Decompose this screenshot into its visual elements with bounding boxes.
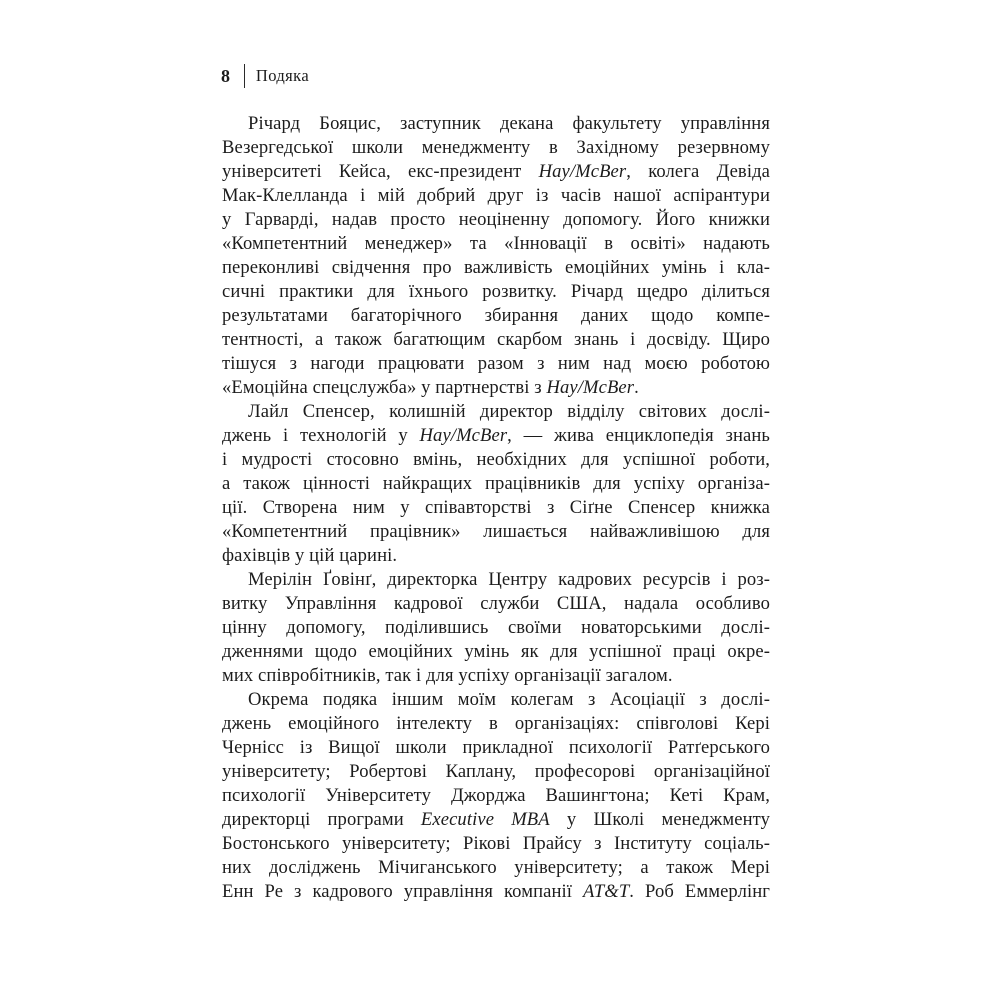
text-line: дженнями щодо емоційних умінь як для успішної праці окре- [222, 641, 770, 662]
header-divider [244, 64, 245, 88]
text-line: Річард Бояцис, заступник декана факультету управління [248, 113, 770, 134]
text-line: них досліджень Мічиганського університету; а також Мері [222, 857, 770, 878]
text-line: тентності, а також багатющим скарбом знань і досвіду. Щиро [222, 329, 770, 350]
text-line: Лайл Спенсер, колишній директор відділу світових дослі- [248, 401, 770, 422]
header-title: Подяка [255, 66, 310, 85]
text-line: тішуся з нагоди працювати разом з ним над моєю роботою [222, 353, 770, 374]
text-line: університеті Кейса, екс-президент Hay/McBer, колега Девіда [222, 161, 770, 182]
page-number: 8 [221, 65, 231, 86]
text-line: «Емоційна спецслужба» у партнерстві з Hay/McBer. [222, 377, 639, 398]
text-line: переконливі свідчення про важливість емоційних умінь і кла- [222, 257, 770, 278]
text-line: джень емоційного інтелекту в організаціях: співголові Кері [222, 713, 770, 734]
text-line: Енн Ре з кадрового управління компанії AT&T. Роб Еммерлінг [222, 881, 770, 902]
text-line: витку Управління кадрової служби США, надала особливо [222, 593, 770, 614]
text-line: університету; Робертові Каплану, професорові організаційної [222, 761, 770, 782]
text-line: ції. Створена ним у співавторстві з Сіґне Спенсер книжка [222, 497, 770, 518]
text-line: сичні практики для їхнього розвитку. Річард щедро ділиться [222, 281, 770, 302]
text-line: директорці програми Executive MBA у Школі менеджменту [222, 809, 770, 830]
text-line: а також цінності найкращих працівників для успіху організа- [222, 473, 770, 494]
text-line: «Компетентний менеджер» та «Інновації в освіті» надають [222, 233, 770, 254]
text-line: результатами багаторічного збирання даних щодо компе- [222, 305, 770, 326]
text-line: і мудрості стосовно вмінь, необхідних для успішної роботи, [222, 449, 770, 470]
paragraph [222, 568, 770, 688]
text-line: Окрема подяка іншим моїм колегам з Асоціації з дослі- [248, 689, 770, 710]
page-body [222, 112, 770, 904]
text-line: мих співробітників, так і для успіху організації загалом. [222, 665, 673, 686]
text-line: фахівців у цій царині. [222, 545, 398, 566]
text-line: цінну допомогу, поділившись своїми новаторськими дослі- [222, 617, 770, 638]
paragraph [222, 400, 770, 568]
text-line: Мерілін Ґовінґ, директорка Центру кадрових ресурсів і роз- [248, 569, 770, 590]
text-line: «Компетентний працівник» лишається найважливішою для [222, 521, 770, 542]
paragraph [222, 688, 770, 904]
text-line: джень і технологій у Hay/McBer, — жива енциклопедія знань [222, 425, 770, 446]
text-line: у Гарварді, надав просто неоціненну допомогу. Його книжки [222, 209, 770, 230]
paragraph [222, 112, 770, 400]
running-header [221, 63, 309, 89]
text-line: Мак-Клелланда і мій добрий друг із часів нашої аспірантури [222, 185, 770, 206]
text-line: Чернісс із Вищої школи прикладної психології Ратґерського [222, 737, 770, 758]
text-line: психології Університету Джорджа Вашингтона; Кеті Крам, [222, 785, 770, 806]
text-line: Бостонського університету; Рікові Прайсу з Інституту соціаль- [222, 833, 770, 854]
text-line: Везергедської школи менеджменту в Західному резервному [222, 137, 770, 158]
